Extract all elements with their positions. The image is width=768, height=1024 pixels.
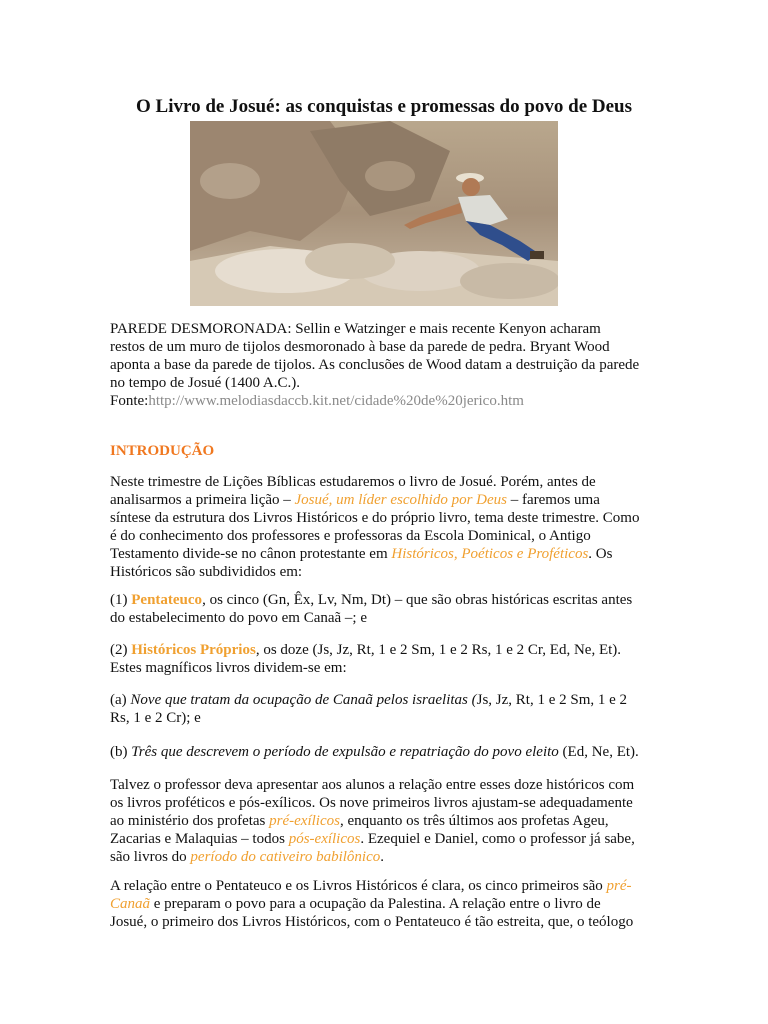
text-span: analisarmos a primeira lição – bbox=[110, 492, 295, 508]
text-line bbox=[110, 641, 670, 659]
text-span: . Ezequiel e Daniel, como o professor já sabe, bbox=[360, 831, 635, 847]
text-span: – faremos uma bbox=[506, 492, 600, 508]
photo-caption bbox=[110, 320, 670, 410]
text-line bbox=[110, 491, 670, 509]
source-label: Fonte: bbox=[110, 393, 149, 409]
text-line: Talvez o professor deva apresentar aos alunos a relação entre esses doze históricos com bbox=[110, 777, 635, 793]
text-line bbox=[110, 812, 670, 830]
text-line bbox=[110, 691, 670, 709]
text-line: Rs, 1 e 2 Cr); e bbox=[110, 710, 201, 726]
italic-orange-span: Canaã bbox=[110, 896, 151, 912]
text-span: (a) bbox=[110, 692, 131, 708]
text-line bbox=[110, 848, 670, 866]
text-span: e preparam o povo para a ocupação da Palestina. A relação entre o livro de bbox=[150, 896, 601, 912]
italic-orange-span: pré-exílicos bbox=[269, 813, 340, 829]
text-line: os livros proféticos e pós-exílicos. Os nove primeiros livros ajustam-se adequadamente bbox=[110, 795, 633, 811]
text-line: síntese da estrutura dos Livros Históricos e do próprio livro, tema deste trimestre. Como bbox=[110, 510, 640, 526]
italic-orange-span: pós-exílicos bbox=[288, 831, 361, 847]
text-span: ao ministério dos profetas bbox=[110, 813, 270, 829]
text-line: Históricos são subdivididos em: bbox=[110, 564, 303, 580]
text-line: do estabelecimento do povo em Canaã –; e bbox=[110, 610, 367, 626]
text-span: Js, Jz, Rt, 1 e 2 Sm, 1 e 2 bbox=[476, 692, 628, 708]
text-span: A relação entre o Pentateuco e os Livros Históricos é clara, os cinco primeiros são bbox=[110, 878, 607, 894]
italic-span: Três que descrevem o período de expulsão e repatriação do povo eleito bbox=[131, 744, 559, 760]
canon-divisions: Históricos, Poéticos e Proféticos bbox=[391, 546, 589, 562]
source-link[interactable]: http://www.melodiasdaccb.kit.net/cidade%20de%20jerico.htm bbox=[148, 393, 524, 409]
text-line bbox=[110, 743, 670, 761]
term-pentateuco: Pentateuco bbox=[131, 592, 203, 608]
italic-orange-span: pré- bbox=[606, 878, 632, 894]
excavation-photo bbox=[190, 121, 558, 306]
paragraph-7 bbox=[110, 877, 670, 931]
paragraph-6 bbox=[110, 776, 670, 866]
text-span: . Os bbox=[588, 546, 613, 562]
text-line bbox=[110, 591, 670, 609]
source-line bbox=[110, 392, 670, 410]
text-span: Testamento divide-se no cânon protestante em bbox=[110, 546, 392, 562]
italic-span: Nove que tratam da ocupação de Canaã pelos israelitas ( bbox=[130, 692, 477, 708]
text-span: (2) bbox=[110, 642, 132, 658]
paragraph-1 bbox=[110, 473, 670, 581]
text-span: são livros do bbox=[110, 849, 191, 865]
text-span: Zacarias e Malaquias – todos bbox=[110, 831, 289, 847]
text-span: (b) bbox=[110, 744, 132, 760]
caption-line: restos de um muro de tijolos desmoronado à base da parede de pedra. Bryant Wood bbox=[110, 339, 610, 355]
text-line: Estes magníficos livros dividem-se em: bbox=[110, 660, 347, 676]
caption-line: PAREDE DESMORONADA: Sellin e Watzinger e mais recente Kenyon acharam bbox=[110, 321, 601, 337]
paragraph-2 bbox=[110, 591, 670, 627]
text-line: é do conhecimento dos professores e professoras da Escola Dominical, o Antigo bbox=[110, 528, 591, 544]
text-span: . bbox=[380, 849, 385, 865]
text-line: Neste trimestre de Lições Bíblicas estudaremos o livro de Josué. Porém, antes de bbox=[110, 474, 596, 490]
text-span: (1) bbox=[110, 592, 132, 608]
text-line bbox=[110, 830, 670, 848]
text-span: , enquanto os três últimos aos profetas Ageu, bbox=[339, 813, 609, 829]
text-span: (Ed, Ne, Et). bbox=[558, 744, 639, 760]
intro-heading: INTRODUÇÃO bbox=[110, 443, 215, 459]
text-line bbox=[110, 877, 670, 895]
italic-orange-span: período do cativeiro babilônico bbox=[190, 849, 381, 865]
text-line: Josué, o primeiro dos Livros Históricos, com o Pentateuco é tão estreita, que, o teólogo bbox=[110, 914, 634, 930]
text-span: , os cinco (Gn, Êx, Lv, Nm, Dt) – que são obras históricas escritas antes bbox=[202, 592, 633, 608]
paragraph-4 bbox=[110, 691, 670, 727]
text-line bbox=[110, 895, 670, 913]
caption-line: aponta a base da parede de tijolos. As conclusões de Wood datam a destruição da parede bbox=[110, 357, 640, 373]
text-span: , os doze (Js, Jz, Rt, 1 e 2 Sm, 1 e 2 Rs, 1 e 2 Cr, Ed, Ne, Et). bbox=[255, 642, 622, 658]
lesson-title: Josué, um líder escolhido por Deus bbox=[294, 492, 507, 508]
page-title: O Livro de Josué: as conquistas e promessas do povo de Deus bbox=[136, 96, 632, 117]
paragraph-3 bbox=[110, 641, 670, 677]
term-historicos-proprios: Históricos Próprios bbox=[131, 642, 256, 658]
paragraph-5 bbox=[110, 743, 670, 761]
caption-line: no tempo de Josué (1400 A.C.). bbox=[110, 375, 300, 391]
text-line bbox=[110, 545, 670, 563]
